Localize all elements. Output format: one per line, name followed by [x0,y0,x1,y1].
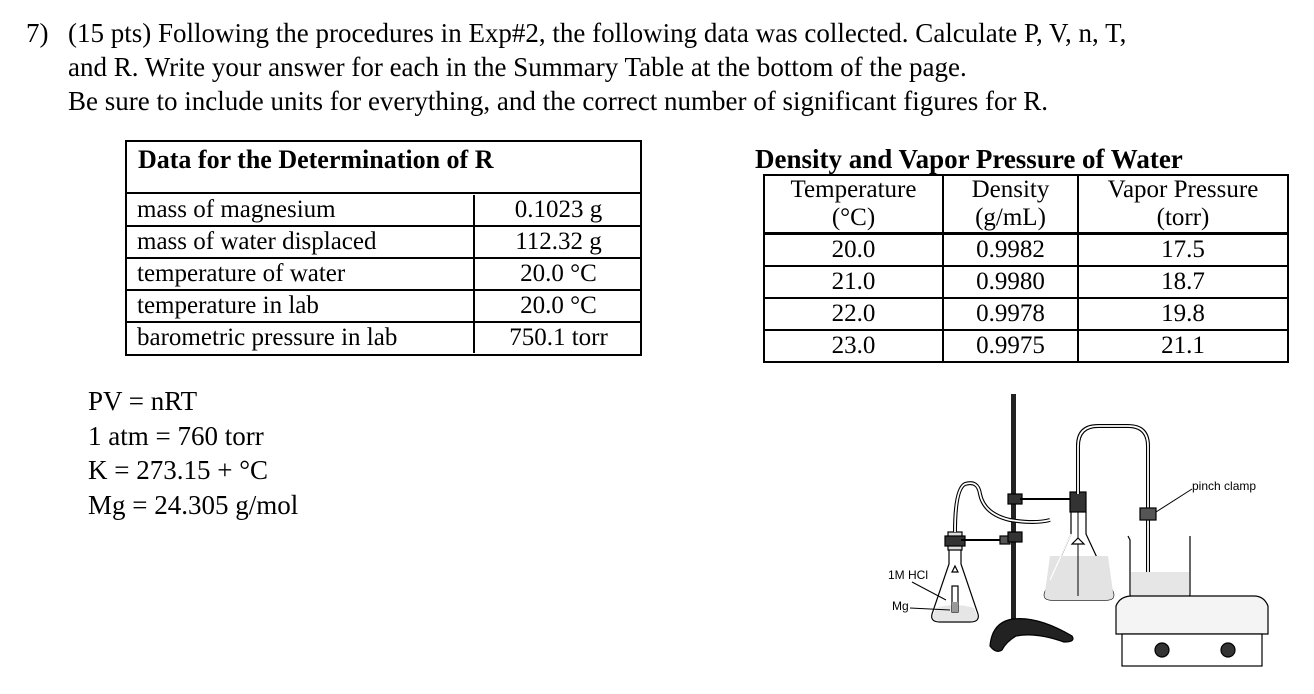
cell-temperature: 21.0 [764,266,943,298]
cell-temperature: 22.0 [764,298,943,330]
question-number: 7) [26,18,49,48]
cell-temperature: 23.0 [764,330,943,362]
cell-density: 0.9975 [943,330,1078,362]
table-row [125,258,642,290]
cell-vapor-pressure: 21.1 [1078,330,1288,362]
table-row [764,266,1288,298]
data-label: temperature of water [125,258,474,290]
header-unit: (torr) [1156,204,1210,231]
hcl-label: 1M HCl [888,568,929,582]
cell-vapor-pressure: 17.5 [1078,234,1288,267]
question-line-2: and R. Write your answer for each in the Summary Table at the bottom of the page. [68,52,967,82]
header-density [943,175,1078,234]
water-table [763,174,1289,363]
data-label: temperature in lab [125,290,474,322]
cell-density: 0.9978 [943,298,1078,330]
table-row [764,330,1288,362]
cell-density: 0.9982 [943,234,1078,267]
cell-vapor-pressure: 18.7 [1078,266,1288,298]
header-line: Density [971,176,1050,203]
mg-label: Mg [892,599,909,613]
header-unit: (g/mL) [975,204,1046,231]
pinch-clamp-label: pinch clamp [1192,479,1257,493]
table-row [764,298,1288,330]
beaker [1128,536,1190,598]
data-label: mass of water displaced [125,226,474,258]
header-temperature [764,175,943,234]
table-row [125,226,642,258]
data-label: mass of magnesium [125,195,474,226]
reaction-flask [932,532,979,622]
header-unit: (°C) [831,204,876,231]
question-line-3: Be sure to include units for everything, and the correct number of significant figures for R. [68,86,1048,116]
ring-stand-rod [1011,394,1016,619]
table-header-row [764,175,1288,234]
data-value: 0.1023 g [514,196,603,223]
header-line: Temperature [790,176,917,203]
pinch-clamp [1140,508,1156,520]
formula-atm-conversion: 1 atm = 760 torr [88,421,264,451]
header-vapor-pressure [1078,175,1288,234]
ring-stand-base [990,619,1073,652]
formula-ideal-gas: PV = nRT [88,386,198,416]
table-row [125,195,642,226]
question-line-1: (15 pts) Following the procedures in Exp#2, the following data was collected. Calculate P, V, n, T, [68,18,1127,48]
data-label: barometric pressure in lab [125,322,474,353]
cell-density: 0.9980 [943,266,1078,298]
cell-temperature: 20.0 [764,234,943,267]
data-value: 20.0 °C [474,290,642,322]
cell-vapor-pressure: 19.8 [1078,298,1288,330]
data-table-title: Data for the Determination of R [138,145,494,174]
table-row [125,322,642,353]
stir-plate [1116,596,1268,666]
data-value: 750.1 torr [474,322,642,353]
connecting-tube [955,483,1050,532]
data-value: 20.0 °C [474,258,642,290]
table-row [764,234,1288,267]
formula-mg-molar-mass: Mg = 24.305 g/mol [88,490,299,520]
header-line: Vapor Pressure [1107,176,1259,203]
data-value: 112.32 g [474,226,642,258]
data-table-title-divider [125,192,642,194]
formula-kelvin-conversion: K = 273.15 + °C [88,455,269,485]
water-table-title: Density and Vapor Pressure of Water [755,144,1183,174]
data-table [125,195,642,353]
apparatus-diagram [860,384,1300,690]
large-flask [1044,492,1113,600]
table-row [125,290,642,322]
